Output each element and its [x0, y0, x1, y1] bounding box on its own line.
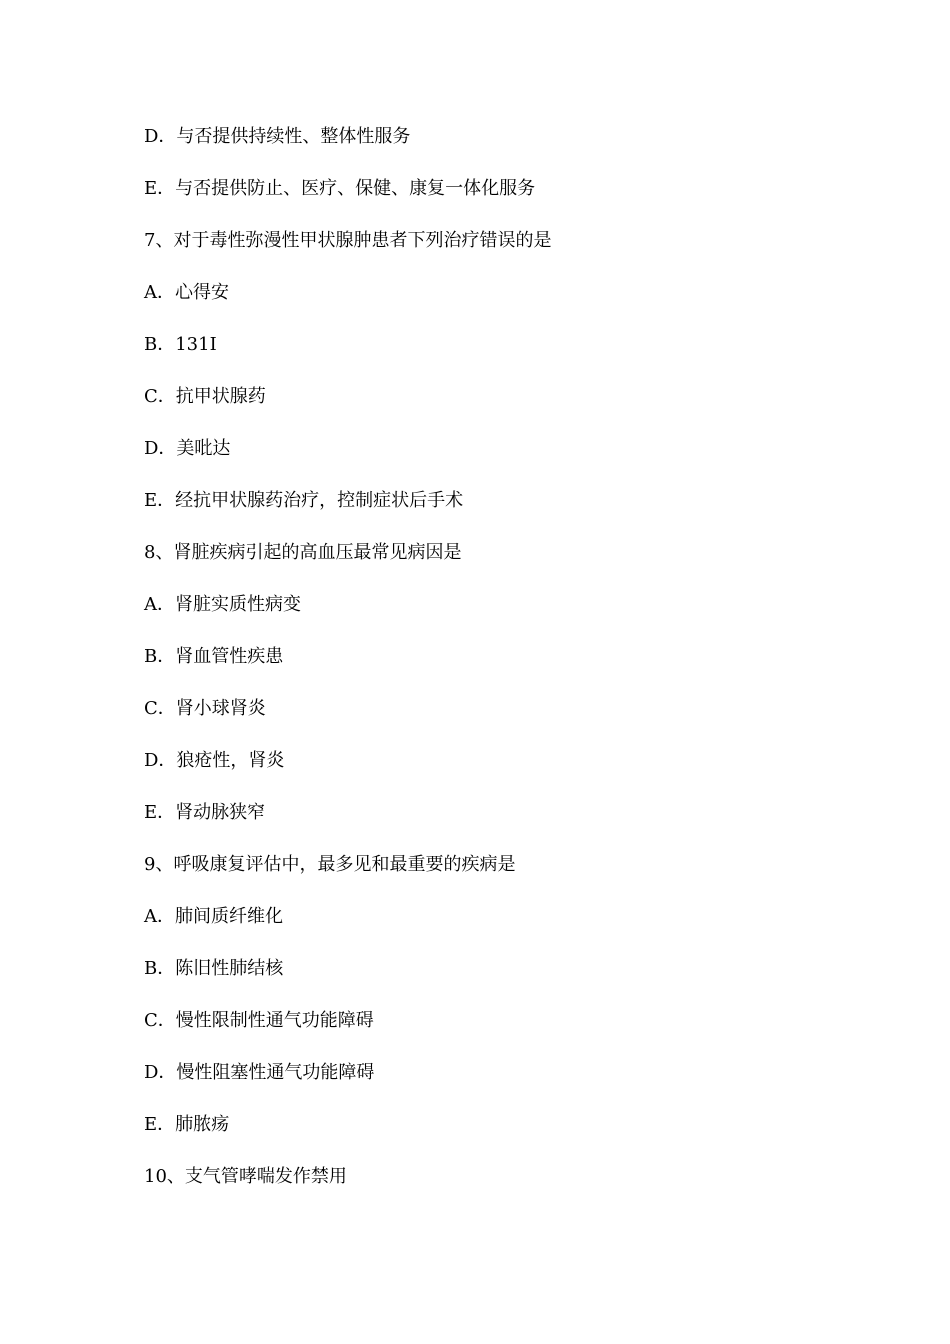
option-line: E．经抗甲状腺药治疗，控制症状后手术 — [144, 490, 464, 511]
option-line: A．肺间质纤维化 — [144, 906, 283, 927]
option-line: E．与否提供防止、医疗、保健、康复一体化服务 — [144, 178, 536, 199]
question-line: 8、肾脏疾病引起的高血压最常见病因是 — [144, 542, 462, 563]
question-line: 9、呼吸康复评估中，最多见和最重要的疾病是 — [144, 854, 516, 875]
option-line: B．肾血管性疾患 — [144, 646, 284, 667]
option-line: C．慢性限制性通气功能障碍 — [144, 1010, 374, 1031]
option-line: B．131I — [144, 334, 217, 355]
option-line: E．肺脓疡 — [144, 1114, 230, 1135]
option-line: A．心得安 — [144, 282, 229, 303]
question-line: 10、支气管哮喘发作禁用 — [144, 1166, 347, 1187]
question-line: 7、对于毒性弥漫性甲状腺肿患者下列治疗错误的是 — [144, 230, 552, 251]
option-line: D．与否提供持续性、整体性服务 — [144, 126, 411, 147]
option-line: D．狼疮性，肾炎 — [144, 750, 285, 771]
option-line: D．美吡达 — [144, 438, 231, 459]
option-line: E．肾动脉狭窄 — [144, 802, 266, 823]
document-body — [144, 122, 844, 1214]
option-line: C．抗甲状腺药 — [144, 386, 266, 407]
option-line: B．陈旧性肺结核 — [144, 958, 284, 979]
option-line: C．肾小球肾炎 — [144, 698, 266, 719]
option-line: A．肾脏实质性病变 — [144, 594, 301, 615]
option-line: D．慢性阻塞性通气功能障碍 — [144, 1062, 375, 1083]
